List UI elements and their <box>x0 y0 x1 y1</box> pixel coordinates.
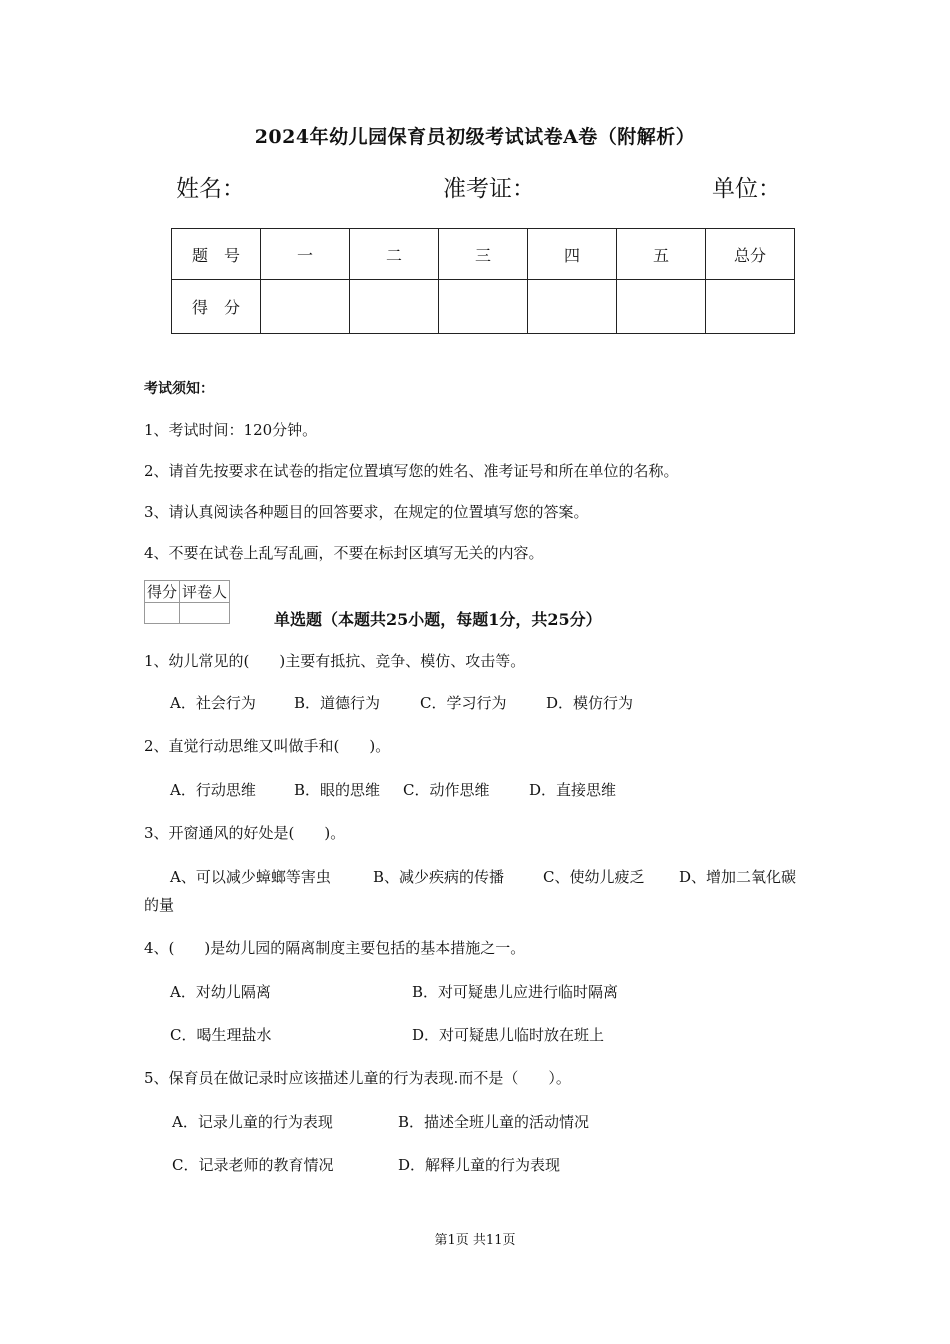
question-stem: 5、保育员在做记录时应该描述儿童的行为表现.而不是（ ）。 <box>144 1069 571 1087</box>
question-stem: 4、( )是幼儿园的隔离制度主要包括的基本措施之一。 <box>144 939 526 957</box>
question-option[interactable]: B．道德行为 <box>294 694 381 712</box>
score-cell[interactable] <box>261 280 350 334</box>
question-option[interactable]: A、可以减少蟑螂等害虫 <box>170 868 331 886</box>
score-header-cell: 总分 <box>706 229 795 280</box>
notice-heading: 考试须知： <box>144 381 214 397</box>
section-title: 单选题（本题共25小题，每题1分，共25分） <box>274 610 602 629</box>
score-header-cell: 四 <box>528 229 617 280</box>
notice-item: 4、不要在试卷上乱写乱画，不要在标封区填写无关的内容。 <box>144 544 544 562</box>
score-cell[interactable] <box>706 280 795 334</box>
grader-score-label: 得分 <box>145 581 180 603</box>
score-cell[interactable] <box>439 280 528 334</box>
grader-reviewer-cell[interactable] <box>180 603 230 624</box>
grader-score-cell[interactable] <box>145 603 180 624</box>
question-option[interactable]: B．眼的思维 <box>294 781 381 799</box>
question-option[interactable]: A．记录儿童的行为表现 <box>172 1113 333 1131</box>
question-option[interactable]: D．直接思维 <box>529 781 617 799</box>
exam-id-field-label: 准考证： <box>443 176 535 202</box>
score-header-cell: 一 <box>261 229 350 280</box>
question-option[interactable]: B．描述全班儿童的活动情况 <box>398 1113 590 1131</box>
question-option-continuation: 的量 <box>144 896 175 914</box>
question-option[interactable]: A．对幼儿隔离 <box>170 983 271 1001</box>
question-stem: 1、幼儿常见的( )主要有抵抗、竞争、模仿、攻击等。 <box>144 652 526 670</box>
question-option[interactable]: C．动作思维 <box>403 781 490 799</box>
name-field-label: 姓名： <box>176 176 245 202</box>
unit-field-label: 单位： <box>712 176 781 202</box>
question-option[interactable]: C．学习行为 <box>420 694 507 712</box>
score-table <box>171 228 795 334</box>
question-option[interactable]: B、减少疾病的传播 <box>373 868 505 886</box>
notice-item: 2、请首先按要求在试卷的指定位置填写您的姓名、准考证号和所在单位的名称。 <box>144 462 679 480</box>
score-table-header-row <box>172 229 795 280</box>
question-option[interactable]: D．对可疑患儿临时放在班上 <box>412 1026 605 1044</box>
grader-reviewer-label: 评卷人 <box>180 581 230 603</box>
page-footer: 第1页 共11页 <box>434 1233 516 1248</box>
question-option[interactable]: D．模仿行为 <box>546 694 634 712</box>
score-cell[interactable] <box>528 280 617 334</box>
question-option[interactable]: C．记录老师的教育情况 <box>172 1156 334 1174</box>
score-cell[interactable] <box>617 280 706 334</box>
question-option[interactable]: C．喝生理盐水 <box>170 1026 272 1044</box>
score-table-score-row <box>172 280 795 334</box>
question-option[interactable]: A．行动思维 <box>170 781 256 799</box>
score-header-cell: 三 <box>439 229 528 280</box>
question-option[interactable]: D、增加二氧化碳 <box>679 868 797 886</box>
question-option[interactable]: D．解释儿童的行为表现 <box>398 1156 561 1174</box>
notice-item: 3、请认真阅读各种题目的回答要求，在规定的位置填写您的答案。 <box>144 503 589 521</box>
score-header-cell: 五 <box>617 229 706 280</box>
question-stem: 3、开窗通风的好处是( )。 <box>144 824 346 842</box>
question-option[interactable]: B．对可疑患儿应进行临时隔离 <box>412 983 619 1001</box>
grader-box <box>144 580 230 624</box>
question-stem: 2、直觉行动思维又叫做手和( )。 <box>144 737 391 755</box>
score-cell[interactable] <box>350 280 439 334</box>
notice-item: 1、考试时间：120分钟。 <box>144 421 318 439</box>
question-option[interactable]: C、使幼儿疲乏 <box>543 868 645 886</box>
score-header-cell: 题 号 <box>172 229 261 280</box>
page-title: 2024年幼儿园保育员初级考试试卷A卷（附解析） <box>254 126 696 148</box>
score-header-cell: 二 <box>350 229 439 280</box>
score-row-label: 得 分 <box>172 280 261 334</box>
question-option[interactable]: A．社会行为 <box>170 694 256 712</box>
